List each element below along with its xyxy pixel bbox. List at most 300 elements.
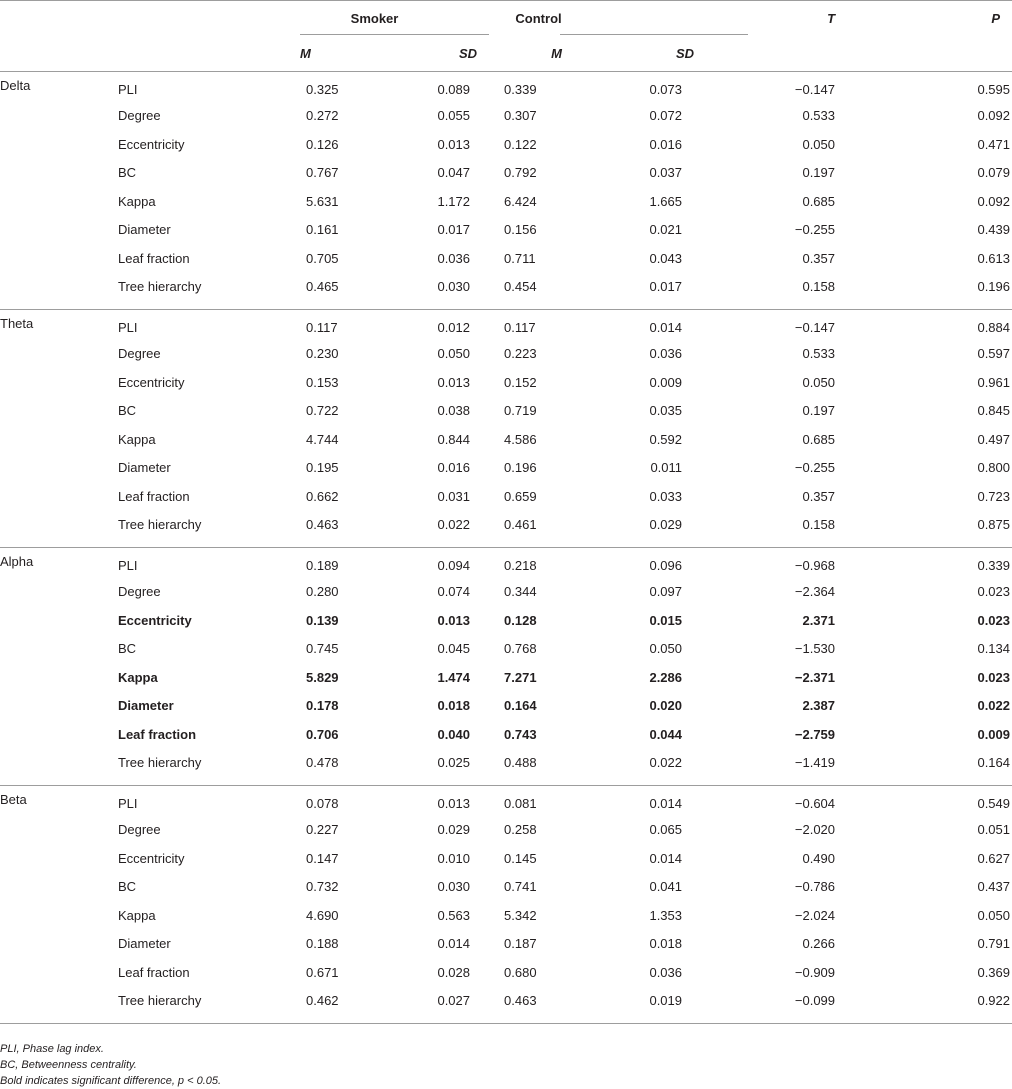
metric-label: Leaf fraction — [118, 250, 190, 266]
control-sd-cell: 0.014 — [649, 850, 683, 866]
table-row — [0, 310, 1012, 340]
control-m-cell: 0.187 — [504, 936, 537, 952]
metric-label: Tree hierarchy — [118, 755, 202, 771]
p-cell: 0.079 — [977, 165, 1011, 181]
control-sd-cell: 0.041 — [649, 879, 683, 895]
smoker-m-cell: 5.829 — [306, 669, 339, 685]
smoker-sd-cell: 1.474 — [437, 669, 471, 685]
control-sd-cell: 0.014 — [649, 796, 683, 812]
p-cell: 0.164 — [977, 755, 1011, 771]
band-label: Beta — [0, 792, 27, 807]
control-m-cell: 7.271 — [504, 669, 537, 685]
t-cell: −2.364 — [794, 584, 836, 600]
control-m-cell: 0.463 — [504, 993, 537, 1009]
control-m-cell: 0.659 — [504, 488, 537, 504]
p-cell: 0.549 — [977, 796, 1011, 812]
smoker-sd-cell: 0.016 — [437, 460, 471, 476]
table-row — [0, 102, 1012, 131]
control-sd-cell: 0.065 — [649, 822, 683, 838]
t-cell: 0.357 — [802, 250, 836, 266]
control-m-cell: 0.454 — [504, 279, 537, 295]
control-sd-header: SD — [675, 45, 695, 61]
table-notes — [0, 1041, 1012, 1089]
band-label — [0, 130, 118, 159]
p-cell: 0.922 — [977, 993, 1011, 1009]
t-cell: 0.158 — [802, 517, 836, 533]
control-sd-cell: 1.665 — [649, 193, 683, 209]
band-label — [0, 511, 118, 548]
metric-label: Kappa — [118, 193, 156, 209]
control-m-cell: 4.586 — [504, 431, 537, 447]
table-row — [0, 340, 1012, 369]
control-m-cell: 0.156 — [504, 222, 537, 238]
band-label — [0, 635, 118, 664]
p-cell: 0.022 — [977, 698, 1011, 714]
control-m-cell: 0.680 — [504, 964, 537, 980]
table-row — [0, 873, 1012, 902]
smoker-m-cell: 0.478 — [306, 755, 339, 771]
control-m-cell: 0.117 — [504, 320, 536, 336]
header-row-stats — [0, 35, 1012, 72]
table-row — [0, 244, 1012, 273]
table-row — [0, 511, 1012, 548]
control-m-cell: 0.196 — [504, 460, 537, 476]
t-cell: −0.255 — [794, 460, 836, 476]
band-label: Alpha — [0, 554, 34, 569]
table-row — [0, 216, 1012, 245]
metric-label: PLI — [118, 558, 138, 574]
t-cell: −0.604 — [794, 796, 836, 812]
p-cell: 0.009 — [977, 726, 1011, 742]
t-header: T — [827, 10, 836, 26]
control-m-header: M — [551, 45, 563, 61]
smoker-header-label: Smoker — [350, 10, 399, 26]
table-row — [0, 397, 1012, 426]
t-cell: −0.786 — [794, 879, 836, 895]
p-cell: 0.471 — [977, 136, 1011, 152]
smoker-m-cell: 0.722 — [306, 403, 339, 419]
metric-label: Diameter — [118, 222, 171, 238]
band-label — [0, 606, 118, 635]
t-cell: 0.357 — [802, 488, 836, 504]
smoker-sd-cell: 0.045 — [437, 641, 471, 657]
control-m-cell: 6.424 — [504, 193, 537, 209]
control-header-label: Control — [515, 10, 562, 26]
band-group-beta — [0, 786, 1012, 1024]
smoker-sd-cell: 0.563 — [437, 907, 471, 923]
control-sd-cell: 0.021 — [649, 222, 683, 238]
smoker-sd-cell: 0.013 — [437, 796, 471, 812]
results-table — [0, 1, 1012, 1024]
band-label — [0, 873, 118, 902]
smoker-m-cell: 0.462 — [306, 993, 339, 1009]
smoker-sd-cell: 0.074 — [437, 584, 471, 600]
band-label — [0, 844, 118, 873]
control-sd-cell: 0.050 — [649, 641, 683, 657]
band-label — [0, 901, 118, 930]
control-m-cell: 0.719 — [504, 403, 537, 419]
t-cell: −2.020 — [794, 822, 836, 838]
control-m-cell: 0.741 — [504, 879, 537, 895]
p-cell: 0.597 — [977, 346, 1011, 362]
t-cell: 0.685 — [802, 193, 836, 209]
band-label — [0, 216, 118, 245]
t-cell: 0.533 — [802, 108, 836, 124]
control-m-cell: 0.145 — [504, 850, 537, 866]
metric-label: PLI — [118, 796, 138, 812]
control-sd-cell: 0.592 — [649, 431, 683, 447]
p-cell: 0.092 — [977, 193, 1011, 209]
p-cell: 0.723 — [977, 488, 1011, 504]
p-cell: 0.051 — [977, 822, 1011, 838]
smoker-sd-cell: 0.017 — [437, 222, 471, 238]
smoker-sd-cell: 0.013 — [437, 612, 471, 628]
band-label — [0, 454, 118, 483]
p-cell: 0.791 — [977, 936, 1011, 952]
smoker-sd-cell: 0.022 — [437, 517, 471, 533]
control-sd-cell: 0.019 — [649, 993, 683, 1009]
t-cell: 0.533 — [802, 346, 836, 362]
t-cell: −0.909 — [794, 964, 836, 980]
metric-label: BC — [118, 641, 137, 657]
metric-label: Degree — [118, 346, 161, 362]
control-sd-cell: 0.011 — [650, 460, 683, 476]
metric-label: Degree — [118, 822, 161, 838]
metric-label: PLI — [118, 320, 138, 336]
metric-label: PLI — [118, 82, 138, 98]
t-cell: 0.266 — [802, 936, 836, 952]
band-label — [0, 425, 118, 454]
smoker-m-cell: 0.706 — [306, 726, 339, 742]
p-cell: 0.595 — [977, 82, 1011, 98]
control-sd-cell: 0.020 — [649, 698, 683, 714]
table-row — [0, 844, 1012, 873]
band-group-alpha — [0, 548, 1012, 786]
control-m-cell: 0.122 — [504, 136, 537, 152]
p-cell: 0.800 — [977, 460, 1011, 476]
smoker-header — [300, 1, 477, 35]
metric-label: Leaf fraction — [118, 964, 190, 980]
smoker-m-cell: 0.189 — [306, 558, 339, 574]
smoker-underline — [300, 34, 489, 35]
band-label — [0, 273, 118, 310]
control-sd-cell: 1.353 — [649, 907, 683, 923]
smoker-sd-cell: 0.050 — [437, 346, 471, 362]
smoker-m-cell: 0.662 — [306, 488, 339, 504]
note-pli: PLI, Phase lag index. — [0, 1043, 104, 1055]
smoker-m-cell: 0.227 — [306, 822, 339, 838]
t-cell: −0.968 — [794, 558, 836, 574]
control-sd-cell: 0.072 — [649, 108, 683, 124]
band-label — [0, 816, 118, 845]
metric-label: Diameter — [118, 698, 174, 714]
band-label — [0, 244, 118, 273]
band-group-theta — [0, 310, 1012, 548]
p-cell: 0.369 — [977, 964, 1011, 980]
control-sd-cell: 0.097 — [649, 584, 683, 600]
table-row — [0, 901, 1012, 930]
t-cell: 0.197 — [802, 403, 836, 419]
metric-label: Tree hierarchy — [118, 993, 202, 1009]
table-row — [0, 454, 1012, 483]
smoker-m-cell: 4.744 — [306, 431, 339, 447]
table-row — [0, 273, 1012, 310]
control-sd-cell: 0.037 — [649, 165, 683, 181]
metric-label: Kappa — [118, 431, 156, 447]
table-row — [0, 930, 1012, 959]
control-header — [477, 1, 694, 35]
control-m-cell: 0.339 — [504, 82, 537, 98]
smoker-sd-cell: 0.036 — [437, 250, 471, 266]
metric-label: BC — [118, 403, 137, 419]
band-label — [0, 102, 118, 131]
table-row — [0, 130, 1012, 159]
table-row — [0, 548, 1012, 578]
header-row-groups — [0, 1, 1012, 35]
control-m-cell: 0.152 — [504, 374, 537, 390]
smoker-sd-header: SD — [458, 45, 478, 61]
table-row — [0, 606, 1012, 635]
p-cell: 0.497 — [977, 431, 1011, 447]
smoker-sd-cell: 0.030 — [437, 879, 471, 895]
smoker-m-cell: 0.195 — [306, 460, 339, 476]
metric-label: Degree — [118, 584, 161, 600]
smoker-m-cell: 0.745 — [306, 641, 339, 657]
t-cell: 2.371 — [802, 612, 836, 628]
table-row — [0, 663, 1012, 692]
t-cell: −1.419 — [794, 755, 836, 771]
smoker-sd-cell: 0.018 — [437, 698, 471, 714]
smoker-sd-cell: 0.030 — [437, 279, 471, 295]
band-label — [0, 663, 118, 692]
control-sd-cell: 0.015 — [649, 612, 683, 628]
smoker-m-header: M — [300, 45, 311, 61]
control-sd-cell: 0.009 — [649, 374, 683, 390]
control-m-cell: 0.307 — [504, 108, 537, 124]
t-cell: −2.371 — [794, 669, 836, 685]
p-cell: 0.023 — [977, 584, 1011, 600]
band-label — [0, 397, 118, 426]
control-sd-cell: 0.029 — [649, 517, 683, 533]
table-row — [0, 368, 1012, 397]
control-sd-cell: 2.286 — [649, 669, 683, 685]
smoker-sd-cell: 0.844 — [437, 431, 471, 447]
table-row — [0, 159, 1012, 188]
table-row — [0, 720, 1012, 749]
p-cell: 0.437 — [977, 879, 1011, 895]
t-cell: 0.158 — [802, 279, 836, 295]
band-label — [0, 159, 118, 188]
smoker-m-cell: 0.280 — [306, 584, 339, 600]
smoker-m-cell: 0.325 — [306, 82, 339, 98]
t-cell: −0.099 — [794, 993, 836, 1009]
metric-label: Degree — [118, 108, 161, 124]
control-m-cell: 0.792 — [504, 165, 537, 181]
note-bold: Bold indicates significant difference, p < 0.05. — [0, 1075, 222, 1087]
metric-label: Kappa — [118, 669, 158, 685]
p-cell: 0.339 — [977, 558, 1011, 574]
control-m-cell: 0.461 — [504, 517, 537, 533]
smoker-m-cell: 0.139 — [306, 612, 339, 628]
smoker-sd-cell: 0.028 — [437, 964, 471, 980]
control-m-cell: 0.258 — [504, 822, 537, 838]
p-cell: 0.627 — [977, 850, 1011, 866]
p-header: P — [991, 10, 1001, 26]
t-cell: 0.050 — [802, 136, 836, 152]
smoker-sd-cell: 0.013 — [437, 374, 471, 390]
band-label: Theta — [0, 316, 34, 331]
table-row — [0, 816, 1012, 845]
control-sd-cell: 0.044 — [649, 726, 683, 742]
control-sd-cell: 0.016 — [649, 136, 683, 152]
band-label — [0, 958, 118, 987]
table-row — [0, 72, 1012, 102]
band-label — [0, 482, 118, 511]
p-cell: 0.050 — [977, 907, 1011, 923]
smoker-sd-cell: 0.014 — [437, 936, 471, 952]
metric-label: Eccentricity — [118, 612, 192, 628]
band-label — [0, 720, 118, 749]
control-m-cell: 5.342 — [504, 907, 537, 923]
smoker-sd-cell: 0.038 — [437, 403, 471, 419]
p-cell: 0.023 — [977, 612, 1011, 628]
table-row — [0, 786, 1012, 816]
metric-label: BC — [118, 165, 137, 181]
note-bc: BC, Betweenness centrality. — [0, 1059, 137, 1071]
control-m-cell: 0.488 — [504, 755, 537, 771]
band-label — [0, 749, 118, 786]
control-m-cell: 0.218 — [504, 558, 537, 574]
band-label — [0, 692, 118, 721]
smoker-m-cell: 0.465 — [306, 279, 339, 295]
t-cell: −2.024 — [794, 907, 836, 923]
metric-label: Diameter — [118, 460, 171, 476]
smoker-m-cell: 0.705 — [306, 250, 339, 266]
t-cell: 0.197 — [802, 165, 836, 181]
smoker-m-cell: 0.732 — [306, 879, 339, 895]
control-m-cell: 0.768 — [504, 641, 537, 657]
t-cell: 0.050 — [802, 374, 836, 390]
control-sd-cell: 0.073 — [649, 82, 683, 98]
smoker-m-cell: 0.671 — [306, 964, 339, 980]
table-row — [0, 987, 1012, 1024]
table-row — [0, 187, 1012, 216]
p-cell: 0.961 — [977, 374, 1011, 390]
control-m-cell: 0.081 — [504, 796, 537, 812]
band-label — [0, 987, 118, 1024]
band-label — [0, 578, 118, 607]
control-sd-cell: 0.022 — [649, 755, 683, 771]
smoker-m-cell: 0.126 — [306, 136, 339, 152]
metric-label: Leaf fraction — [118, 726, 197, 742]
smoker-m-cell: 0.178 — [306, 698, 339, 714]
control-sd-cell: 0.014 — [649, 320, 683, 336]
metric-label: Eccentricity — [118, 374, 185, 390]
metric-label: Eccentricity — [118, 136, 185, 152]
table-row — [0, 482, 1012, 511]
table-row — [0, 958, 1012, 987]
p-cell: 0.023 — [977, 669, 1011, 685]
metric-label: Diameter — [118, 936, 171, 952]
smoker-sd-cell: 0.012 — [437, 320, 471, 336]
smoker-m-cell: 0.153 — [306, 374, 339, 390]
control-sd-cell: 0.035 — [649, 403, 683, 419]
p-cell: 0.875 — [977, 517, 1011, 533]
table-row — [0, 692, 1012, 721]
p-cell: 0.092 — [977, 108, 1011, 124]
table-row — [0, 749, 1012, 786]
metric-label: Leaf fraction — [118, 488, 190, 504]
control-m-cell: 0.344 — [504, 584, 537, 600]
smoker-m-cell: 5.631 — [306, 193, 339, 209]
smoker-m-cell: 0.767 — [306, 165, 339, 181]
smoker-m-cell: 4.690 — [306, 907, 339, 923]
control-sd-cell: 0.017 — [649, 279, 683, 295]
smoker-sd-cell: 0.040 — [437, 726, 471, 742]
smoker-sd-cell: 0.089 — [437, 82, 471, 98]
smoker-sd-cell: 0.010 — [437, 850, 471, 866]
p-cell: 0.196 — [977, 279, 1011, 295]
control-sd-cell: 0.036 — [649, 964, 683, 980]
band-label: Delta — [0, 78, 31, 93]
t-cell: −0.255 — [794, 222, 836, 238]
smoker-sd-cell: 0.029 — [437, 822, 471, 838]
t-cell: −0.147 — [794, 320, 836, 336]
table-row — [0, 578, 1012, 607]
t-cell: 0.685 — [802, 431, 836, 447]
smoker-sd-cell: 0.094 — [437, 558, 471, 574]
metric-label: Tree hierarchy — [118, 517, 202, 533]
control-sd-cell: 0.036 — [649, 346, 683, 362]
p-cell: 0.884 — [977, 320, 1011, 336]
smoker-sd-cell: 0.047 — [437, 165, 471, 181]
smoker-m-cell: 0.188 — [306, 936, 339, 952]
control-m-cell: 0.128 — [504, 612, 537, 628]
t-cell: 0.490 — [802, 850, 836, 866]
smoker-m-cell: 0.147 — [306, 850, 339, 866]
control-sd-cell: 0.043 — [649, 250, 683, 266]
control-underline — [560, 34, 748, 35]
control-m-cell: 0.711 — [504, 250, 536, 266]
p-cell: 0.613 — [977, 250, 1011, 266]
smoker-sd-cell: 1.172 — [437, 193, 471, 209]
smoker-m-cell: 0.117 — [306, 320, 338, 336]
metric-label: BC — [118, 879, 137, 895]
control-m-cell: 0.223 — [504, 346, 537, 362]
band-label — [0, 930, 118, 959]
t-cell: −0.147 — [794, 82, 836, 98]
smoker-sd-cell: 0.025 — [437, 755, 471, 771]
t-cell: −2.759 — [794, 726, 836, 742]
control-m-cell: 0.164 — [504, 698, 537, 714]
smoker-m-cell: 0.161 — [306, 222, 339, 238]
smoker-sd-cell: 0.027 — [437, 993, 471, 1009]
t-cell: 2.387 — [802, 698, 836, 714]
band-label — [0, 187, 118, 216]
metric-label: Tree hierarchy — [118, 279, 202, 295]
smoker-sd-cell: 0.031 — [437, 488, 471, 504]
smoker-sd-cell: 0.013 — [437, 136, 471, 152]
table-row — [0, 635, 1012, 664]
control-sd-cell: 0.096 — [649, 558, 683, 574]
smoker-sd-cell: 0.055 — [437, 108, 471, 124]
band-label — [0, 368, 118, 397]
p-cell: 0.134 — [977, 641, 1011, 657]
p-cell: 0.439 — [977, 222, 1011, 238]
control-sd-cell: 0.033 — [649, 488, 683, 504]
table-row — [0, 425, 1012, 454]
smoker-m-cell: 0.463 — [306, 517, 339, 533]
